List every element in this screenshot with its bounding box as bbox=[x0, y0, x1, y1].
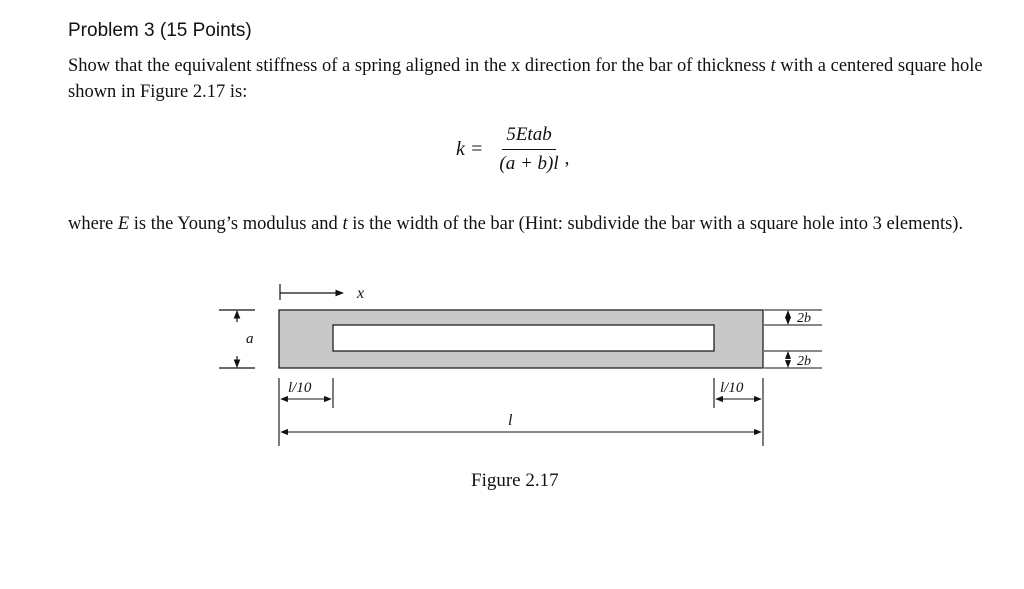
equation-lhs: k = bbox=[456, 138, 484, 160]
bottom-edge-label: 2b bbox=[797, 354, 811, 369]
width-symbol: t bbox=[342, 214, 348, 234]
length-label: l bbox=[508, 412, 513, 429]
right-segment-label: l/10 bbox=[720, 380, 744, 396]
problem-heading: Problem 3 (15 Points) bbox=[68, 20, 252, 41]
left-segment-label: l/10 bbox=[288, 380, 312, 396]
thickness-symbol: t bbox=[770, 56, 776, 76]
modulus-symbol: E bbox=[117, 214, 130, 234]
length-dimension bbox=[279, 408, 763, 446]
where-text-3: is the width of the bar (Hint: subdivide the bar with a square hole into 3 elements). bbox=[347, 214, 964, 234]
height-dimension bbox=[219, 310, 255, 368]
figure-caption: Figure 2.17 bbox=[471, 470, 559, 491]
right-segment-dimension bbox=[714, 378, 763, 408]
square-hole bbox=[333, 325, 714, 351]
equation-denominator: (a + b)l bbox=[499, 153, 559, 174]
top-edge-label: 2b bbox=[797, 311, 811, 326]
statement-text-2: with a centered square hole shown in Figure 2.17 is: bbox=[68, 56, 983, 102]
statement-text-1: Show that the equivalent stiffness of a spring aligned in the x direction for the bar of thickness bbox=[68, 56, 771, 76]
where-text-2: is the Young’s modulus and bbox=[129, 214, 343, 234]
equation-numerator: 5Etab bbox=[502, 124, 555, 150]
height-label: a bbox=[246, 331, 254, 347]
x-axis-indicator bbox=[280, 284, 364, 302]
equation-trailing-comma: , bbox=[564, 147, 570, 169]
where-text-1: where bbox=[68, 214, 118, 234]
bottom-edge-dimension bbox=[764, 351, 822, 369]
left-segment-dimension bbox=[279, 378, 333, 408]
x-axis-label: x bbox=[357, 285, 365, 302]
top-edge-dimension bbox=[764, 310, 822, 326]
